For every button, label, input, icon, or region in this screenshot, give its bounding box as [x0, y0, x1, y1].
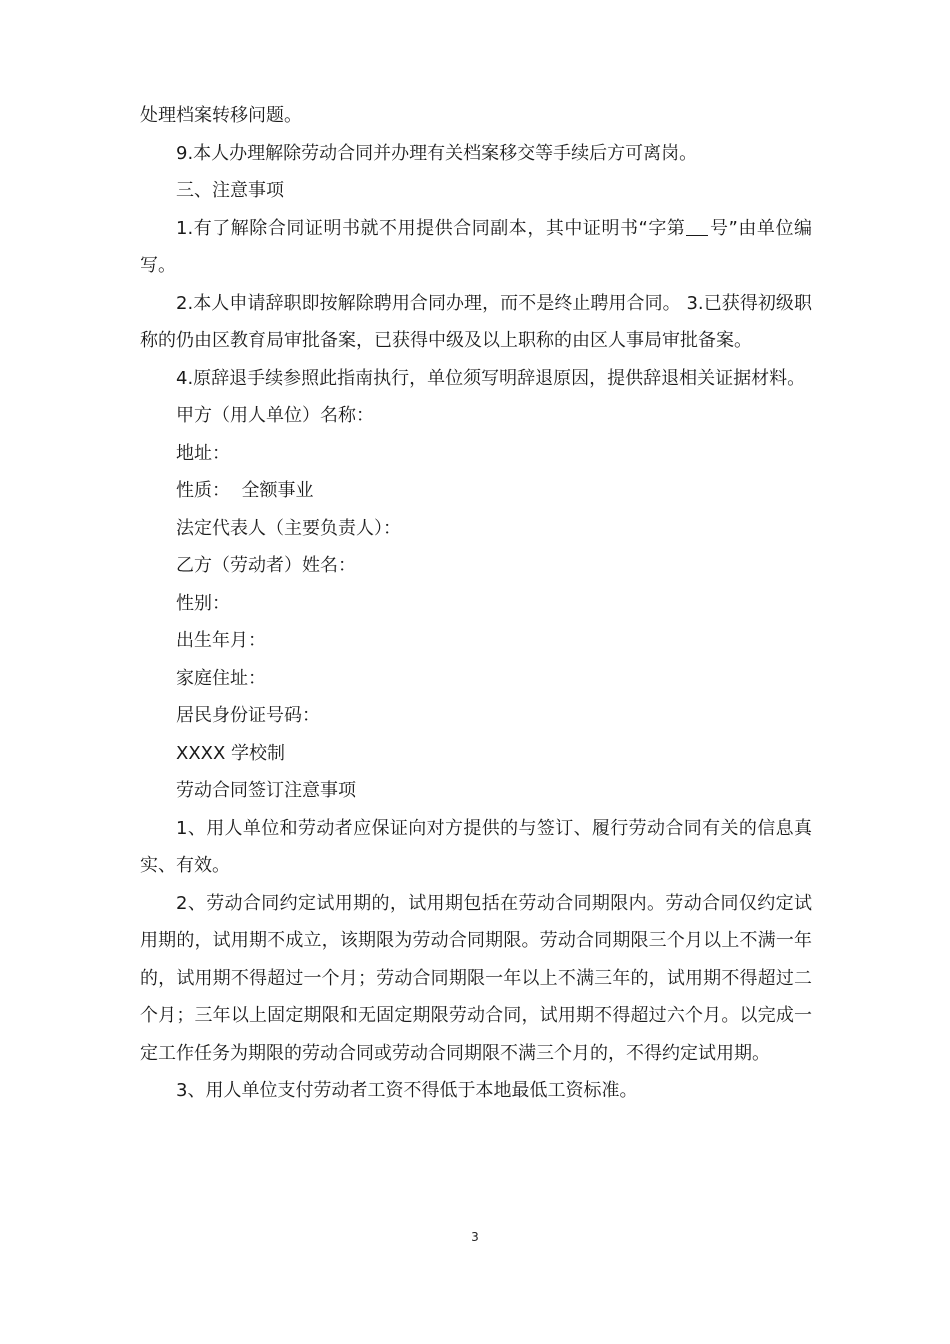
form-field-home-address: 家庭住址：	[176, 667, 266, 689]
form-field-address: 地址：	[176, 442, 230, 464]
form-field-nature: 性质： 全额事业	[176, 480, 314, 501]
form-field-birth-date: 出生年月：	[176, 630, 266, 651]
form-field-employee-name: 乙方（劳动者）姓名：	[176, 555, 356, 576]
form-field-legal-representative: 法定代表人（主要负责人）：	[176, 517, 401, 539]
page-number: 3	[471, 1230, 479, 1244]
paragraph: 2.本人申请辞职即按解除聘用合同办理，而不是终止聘用合同。 3.已获得初级职称的仍由区教育局审批备案，已获得中级及以上职称的由区人事局审批备案。	[140, 292, 812, 351]
paragraph-text-part: 1.有了解除合同证明书就不用提供合同副本，其中证明书“字第	[176, 217, 686, 239]
paragraph: 4.原辞退手续参照此指南执行，单位须写明辞退原因，提供辞退相关证据材料。	[176, 367, 806, 389]
paragraph: 3、用人单位支付劳动者工资不得低于本地最低工资标准。	[176, 1080, 638, 1101]
section-heading: 劳动合同签订注意事项	[176, 780, 356, 801]
section-heading: 三、注意事项	[176, 180, 284, 201]
paragraph: 9.本人办理解除劳动合同并办理有关档案移交等手续后方可离岗。	[176, 142, 698, 164]
paragraph	[140, 210, 812, 285]
document-body	[140, 97, 812, 1110]
form-field-employer-name: 甲方（用人单位）名称：	[176, 405, 374, 426]
paragraph: 处理档案转移问题。	[140, 105, 302, 126]
fill-in-blank	[686, 217, 708, 236]
form-field-gender: 性别：	[176, 592, 230, 614]
paragraph-text-part: 号”由单位编写。	[140, 217, 813, 276]
paragraph: 2、劳动合同约定试用期的，试用期包括在劳动合同期限内。劳动合同仅约定试用期的，试用期不成立，该期限为劳动合同期限。劳动合同期限三个月以上不满一年的，试用期不得超过一个月；劳动合同期限一年以上不满三年的，试用期不得超过二个月；三年以上固定期限和无固定期限劳动合同，试用期不得超过六个月。以完成一定工作任务为期限的劳动合同或劳动合同期限不满三个月的，不得约定试用期。	[140, 892, 812, 1064]
form-field-id-number: 居民身份证号码：	[176, 705, 320, 726]
paragraph: 1、用人单位和劳动者应保证向对方提供的与签订、履行劳动合同有关的信息真实、有效。	[140, 817, 812, 876]
issuer-line: XXXX 学校制	[176, 742, 286, 764]
